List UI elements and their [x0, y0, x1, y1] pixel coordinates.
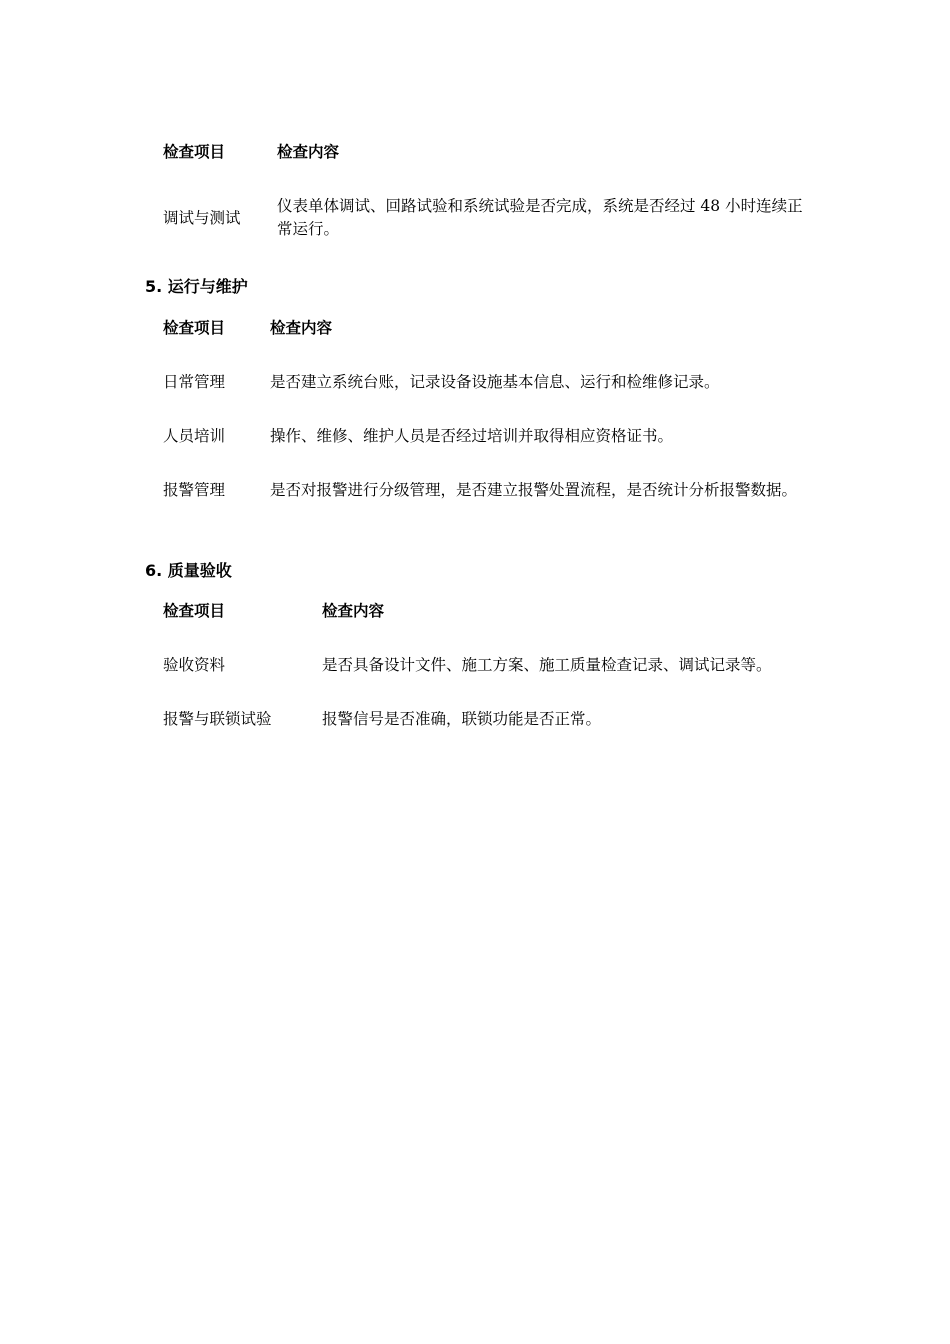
column-header-content: 检查内容 — [277, 143, 340, 161]
table-row — [163, 371, 820, 394]
check-content: 操作、维修、维护人员是否经过培训并取得相应资格证书。 — [270, 427, 674, 445]
check-content: 仪表单体调试、回路试验和系统试验是否完成，系统是否经过 48 小时连续正常运行。 — [277, 197, 803, 238]
check-content: 是否建立系统台账，记录设备设施基本信息、运行和检维修记录。 — [270, 373, 720, 391]
check-item: 报警管理 — [163, 481, 226, 499]
column-header-item: 检查项目 — [163, 319, 226, 337]
column-header-content: 检查内容 — [322, 602, 385, 620]
inspection-table-testing — [163, 141, 817, 241]
table-header-row — [163, 141, 817, 164]
check-item: 报警与联锁试验 — [163, 710, 272, 728]
check-item: 调试与测试 — [163, 208, 241, 227]
table-header-row — [163, 317, 820, 340]
table-row — [163, 708, 822, 731]
column-header-item: 检查项目 — [163, 143, 226, 161]
column-header-item: 检查项目 — [163, 602, 226, 620]
check-item: 人员培训 — [163, 427, 226, 445]
table-row — [163, 195, 817, 241]
section-heading-quality-acceptance: 6. 质量验收 — [145, 561, 232, 580]
check-item: 日常管理 — [163, 373, 226, 391]
check-content: 报警信号是否准确，联锁功能是否正常。 — [322, 710, 602, 728]
table-row — [163, 425, 820, 448]
check-content: 是否对报警进行分级管理，是否建立报警处置流程，是否统计分析报警数据。 — [270, 481, 798, 499]
section-heading-operation-maintenance: 5. 运行与维护 — [145, 277, 248, 296]
table-row — [163, 654, 822, 677]
check-item: 验收资料 — [163, 656, 226, 674]
table-row — [163, 479, 820, 502]
check-content: 是否具备设计文件、施工方案、施工质量检查记录、调试记录等。 — [322, 656, 772, 674]
inspection-table-operation — [163, 317, 820, 502]
column-header-content: 检查内容 — [270, 319, 333, 337]
inspection-table-acceptance — [163, 600, 822, 731]
table-header-row — [163, 600, 822, 623]
